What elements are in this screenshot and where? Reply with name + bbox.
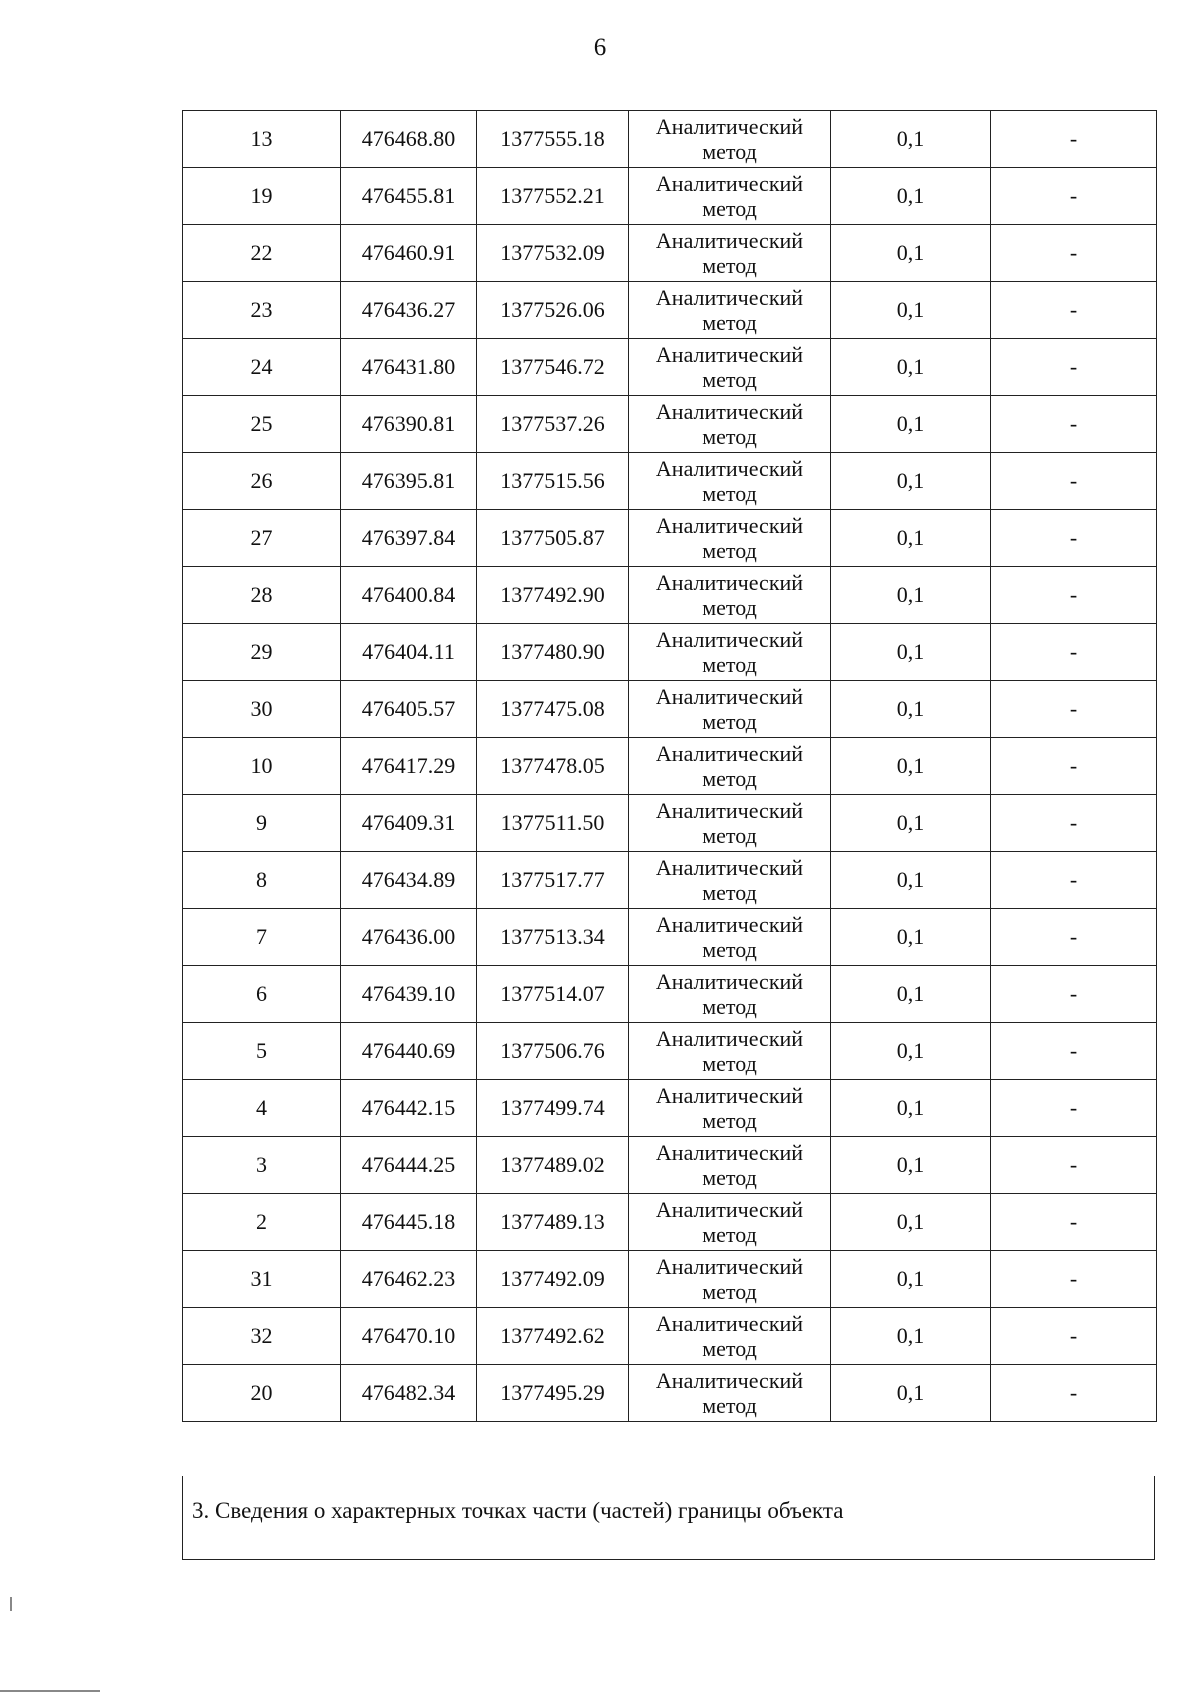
- coordinate-x-cell: 476470.10: [341, 1308, 477, 1365]
- table-row: [183, 567, 1157, 624]
- method-line-2: метод: [702, 196, 757, 221]
- note-cell: -: [991, 282, 1157, 339]
- point-number-cell: 6: [183, 966, 341, 1023]
- point-number-cell: 20: [183, 1365, 341, 1422]
- method-line-2: метод: [702, 880, 757, 905]
- table-row: [183, 624, 1157, 681]
- method-line-1: Аналитический: [655, 285, 804, 310]
- accuracy-cell: 0,1: [831, 1080, 991, 1137]
- table-row: [183, 510, 1157, 567]
- method-line-1: Аналитический: [655, 456, 804, 481]
- method-line-2: метод: [702, 1393, 757, 1418]
- method-line-2: метод: [702, 253, 757, 278]
- method-line-2: метод: [702, 310, 757, 335]
- table-row: [183, 1194, 1157, 1251]
- accuracy-cell: 0,1: [831, 681, 991, 738]
- method-cell: [629, 396, 831, 453]
- coordinate-y-cell: 1377492.90: [477, 567, 629, 624]
- method-line-1: Аналитический: [655, 1026, 804, 1051]
- accuracy-cell: 0,1: [831, 1251, 991, 1308]
- accuracy-cell: 0,1: [831, 339, 991, 396]
- method-cell: [629, 795, 831, 852]
- table-row: [183, 852, 1157, 909]
- coordinate-x-cell: 476405.57: [341, 681, 477, 738]
- scan-artifact-mark: [10, 1597, 12, 1611]
- point-number-cell: 19: [183, 168, 341, 225]
- note-cell: -: [991, 510, 1157, 567]
- point-number-cell: 2: [183, 1194, 341, 1251]
- method-cell: [629, 624, 831, 681]
- table-row: [183, 1365, 1157, 1422]
- coordinate-y-cell: 1377506.76: [477, 1023, 629, 1080]
- point-number-cell: 5: [183, 1023, 341, 1080]
- note-cell: -: [991, 738, 1157, 795]
- note-cell: -: [991, 966, 1157, 1023]
- method-cell: [629, 1365, 831, 1422]
- coordinate-x-cell: 476442.15: [341, 1080, 477, 1137]
- table-row: [183, 966, 1157, 1023]
- method-line-2: метод: [702, 937, 757, 962]
- table-row: [183, 111, 1157, 168]
- page-number: 6: [593, 34, 607, 61]
- coordinate-y-cell: 1377505.87: [477, 510, 629, 567]
- method-line-2: метод: [702, 766, 757, 791]
- method-line-1: Аналитический: [655, 741, 804, 766]
- coordinate-x-cell: 476482.34: [341, 1365, 477, 1422]
- coordinate-y-cell: 1377475.08: [477, 681, 629, 738]
- method-line-1: Аналитический: [655, 342, 804, 367]
- point-number-cell: 27: [183, 510, 341, 567]
- note-cell: -: [991, 168, 1157, 225]
- method-line-2: метод: [702, 652, 757, 677]
- coordinate-x-cell: 476417.29: [341, 738, 477, 795]
- point-number-cell: 26: [183, 453, 341, 510]
- coordinates-table: [182, 110, 1157, 1422]
- method-line-1: Аналитический: [655, 627, 804, 652]
- coordinate-x-cell: 476468.80: [341, 111, 477, 168]
- method-line-1: Аналитический: [655, 228, 804, 253]
- coordinate-y-cell: 1377537.26: [477, 396, 629, 453]
- method-line-1: Аналитический: [655, 1140, 804, 1165]
- point-number-cell: 4: [183, 1080, 341, 1137]
- section-3-box: [182, 1476, 1155, 1560]
- accuracy-cell: 0,1: [831, 1194, 991, 1251]
- accuracy-cell: 0,1: [831, 453, 991, 510]
- coordinate-y-cell: 1377495.29: [477, 1365, 629, 1422]
- table-row: [183, 1137, 1157, 1194]
- coordinate-x-cell: 476400.84: [341, 567, 477, 624]
- coordinate-y-cell: 1377515.56: [477, 453, 629, 510]
- point-number-cell: 23: [183, 282, 341, 339]
- coordinate-x-cell: 476439.10: [341, 966, 477, 1023]
- method-line-1: Аналитический: [655, 969, 804, 994]
- coordinate-x-cell: 476390.81: [341, 396, 477, 453]
- accuracy-cell: 0,1: [831, 510, 991, 567]
- method-cell: [629, 168, 831, 225]
- accuracy-cell: 0,1: [831, 282, 991, 339]
- coordinate-y-cell: 1377552.21: [477, 168, 629, 225]
- coordinate-x-cell: 476397.84: [341, 510, 477, 567]
- note-cell: -: [991, 567, 1157, 624]
- note-cell: -: [991, 225, 1157, 282]
- method-cell: [629, 681, 831, 738]
- coordinate-y-cell: 1377546.72: [477, 339, 629, 396]
- method-line-1: Аналитический: [655, 912, 804, 937]
- point-number-cell: 24: [183, 339, 341, 396]
- method-cell: [629, 909, 831, 966]
- accuracy-cell: 0,1: [831, 852, 991, 909]
- note-cell: -: [991, 1251, 1157, 1308]
- method-line-1: Аналитический: [655, 570, 804, 595]
- coordinate-x-cell: 476436.00: [341, 909, 477, 966]
- coordinate-y-cell: 1377513.34: [477, 909, 629, 966]
- method-line-1: Аналитический: [655, 513, 804, 538]
- note-cell: -: [991, 1137, 1157, 1194]
- table-row: [183, 396, 1157, 453]
- method-line-1: Аналитический: [655, 114, 804, 139]
- coordinate-x-cell: 476460.91: [341, 225, 477, 282]
- note-cell: -: [991, 681, 1157, 738]
- accuracy-cell: 0,1: [831, 909, 991, 966]
- note-cell: -: [991, 1023, 1157, 1080]
- method-line-2: метод: [702, 1222, 757, 1247]
- point-number-cell: 10: [183, 738, 341, 795]
- method-line-2: метод: [702, 1165, 757, 1190]
- table-row: [183, 1080, 1157, 1137]
- accuracy-cell: 0,1: [831, 1308, 991, 1365]
- table-row: [183, 453, 1157, 510]
- table-row: [183, 225, 1157, 282]
- method-cell: [629, 282, 831, 339]
- method-cell: [629, 852, 831, 909]
- method-cell: [629, 111, 831, 168]
- coordinate-x-cell: 476444.25: [341, 1137, 477, 1194]
- coordinate-y-cell: 1377492.62: [477, 1308, 629, 1365]
- method-line-2: метод: [702, 1051, 757, 1076]
- table-row: [183, 738, 1157, 795]
- method-line-1: Аналитический: [655, 1368, 804, 1393]
- point-number-cell: 3: [183, 1137, 341, 1194]
- accuracy-cell: 0,1: [831, 738, 991, 795]
- accuracy-cell: 0,1: [831, 1137, 991, 1194]
- point-number-cell: 7: [183, 909, 341, 966]
- method-line-2: метод: [702, 595, 757, 620]
- table-row: [183, 1023, 1157, 1080]
- coordinate-x-cell: 476395.81: [341, 453, 477, 510]
- method-line-2: метод: [702, 709, 757, 734]
- note-cell: -: [991, 909, 1157, 966]
- method-cell: [629, 453, 831, 510]
- accuracy-cell: 0,1: [831, 396, 991, 453]
- method-line-2: метод: [702, 994, 757, 1019]
- coordinate-y-cell: 1377526.06: [477, 282, 629, 339]
- coordinate-y-cell: 1377478.05: [477, 738, 629, 795]
- method-cell: [629, 738, 831, 795]
- coordinate-y-cell: 1377489.13: [477, 1194, 629, 1251]
- note-cell: -: [991, 453, 1157, 510]
- point-number-cell: 29: [183, 624, 341, 681]
- note-cell: -: [991, 795, 1157, 852]
- method-cell: [629, 1023, 831, 1080]
- method-cell: [629, 225, 831, 282]
- method-line-1: Аналитический: [655, 798, 804, 823]
- note-cell: -: [991, 1308, 1157, 1365]
- method-cell: [629, 339, 831, 396]
- method-cell: [629, 1308, 831, 1365]
- method-line-2: метод: [702, 823, 757, 848]
- accuracy-cell: 0,1: [831, 111, 991, 168]
- coordinate-y-cell: 1377514.07: [477, 966, 629, 1023]
- point-number-cell: 9: [183, 795, 341, 852]
- method-cell: [629, 1080, 831, 1137]
- method-line-1: Аналитический: [655, 684, 804, 709]
- method-line-1: Аналитический: [655, 855, 804, 880]
- accuracy-cell: 0,1: [831, 966, 991, 1023]
- point-number-cell: 13: [183, 111, 341, 168]
- coordinate-y-cell: 1377489.02: [477, 1137, 629, 1194]
- coordinates-table-body: [183, 111, 1157, 1422]
- point-number-cell: 30: [183, 681, 341, 738]
- method-line-2: метод: [702, 1279, 757, 1304]
- note-cell: -: [991, 1365, 1157, 1422]
- accuracy-cell: 0,1: [831, 168, 991, 225]
- method-line-1: Аналитический: [655, 1311, 804, 1336]
- table-row: [183, 339, 1157, 396]
- accuracy-cell: 0,1: [831, 624, 991, 681]
- method-cell: [629, 1251, 831, 1308]
- method-line-1: Аналитический: [655, 1254, 804, 1279]
- scan-artifact-line: [0, 1690, 100, 1692]
- coordinate-x-cell: 476436.27: [341, 282, 477, 339]
- coordinate-y-cell: 1377532.09: [477, 225, 629, 282]
- method-line-2: метод: [702, 1108, 757, 1133]
- method-cell: [629, 1194, 831, 1251]
- table-row: [183, 1251, 1157, 1308]
- method-cell: [629, 567, 831, 624]
- coordinate-y-cell: 1377499.74: [477, 1080, 629, 1137]
- method-line-2: метод: [702, 481, 757, 506]
- table-row: [183, 909, 1157, 966]
- section-heading: 3. Сведения о характерных точках части (частей) границы объекта: [192, 1498, 844, 1523]
- note-cell: -: [991, 1194, 1157, 1251]
- table-row: [183, 282, 1157, 339]
- note-cell: -: [991, 852, 1157, 909]
- method-cell: [629, 1137, 831, 1194]
- coordinate-y-cell: 1377511.50: [477, 795, 629, 852]
- coordinate-x-cell: 476455.81: [341, 168, 477, 225]
- note-cell: -: [991, 111, 1157, 168]
- method-line-1: Аналитический: [655, 1083, 804, 1108]
- accuracy-cell: 0,1: [831, 795, 991, 852]
- method-line-2: метод: [702, 367, 757, 392]
- point-number-cell: 22: [183, 225, 341, 282]
- coordinate-x-cell: 476445.18: [341, 1194, 477, 1251]
- coordinate-y-cell: 1377480.90: [477, 624, 629, 681]
- note-cell: -: [991, 1080, 1157, 1137]
- method-line-1: Аналитический: [655, 399, 804, 424]
- table-row: [183, 168, 1157, 225]
- point-number-cell: 32: [183, 1308, 341, 1365]
- point-number-cell: 31: [183, 1251, 341, 1308]
- note-cell: -: [991, 339, 1157, 396]
- coordinate-x-cell: 476431.80: [341, 339, 477, 396]
- method-cell: [629, 510, 831, 567]
- table-row: [183, 681, 1157, 738]
- coordinate-x-cell: 476440.69: [341, 1023, 477, 1080]
- method-line-2: метод: [702, 1336, 757, 1361]
- method-line-1: Аналитический: [655, 171, 804, 196]
- point-number-cell: 8: [183, 852, 341, 909]
- table-row: [183, 795, 1157, 852]
- coordinate-y-cell: 1377492.09: [477, 1251, 629, 1308]
- point-number-cell: 28: [183, 567, 341, 624]
- coordinate-y-cell: 1377517.77: [477, 852, 629, 909]
- accuracy-cell: 0,1: [831, 1023, 991, 1080]
- accuracy-cell: 0,1: [831, 225, 991, 282]
- coordinate-x-cell: 476404.11: [341, 624, 477, 681]
- coordinate-x-cell: 476434.89: [341, 852, 477, 909]
- coordinate-x-cell: 476462.23: [341, 1251, 477, 1308]
- coordinate-x-cell: 476409.31: [341, 795, 477, 852]
- accuracy-cell: 0,1: [831, 567, 991, 624]
- note-cell: -: [991, 396, 1157, 453]
- table-row: [183, 1308, 1157, 1365]
- point-number-cell: 25: [183, 396, 341, 453]
- method-line-2: метод: [702, 139, 757, 164]
- accuracy-cell: 0,1: [831, 1365, 991, 1422]
- method-cell: [629, 966, 831, 1023]
- method-line-1: Аналитический: [655, 1197, 804, 1222]
- coordinate-y-cell: 1377555.18: [477, 111, 629, 168]
- method-line-2: метод: [702, 424, 757, 449]
- note-cell: -: [991, 624, 1157, 681]
- method-line-2: метод: [702, 538, 757, 563]
